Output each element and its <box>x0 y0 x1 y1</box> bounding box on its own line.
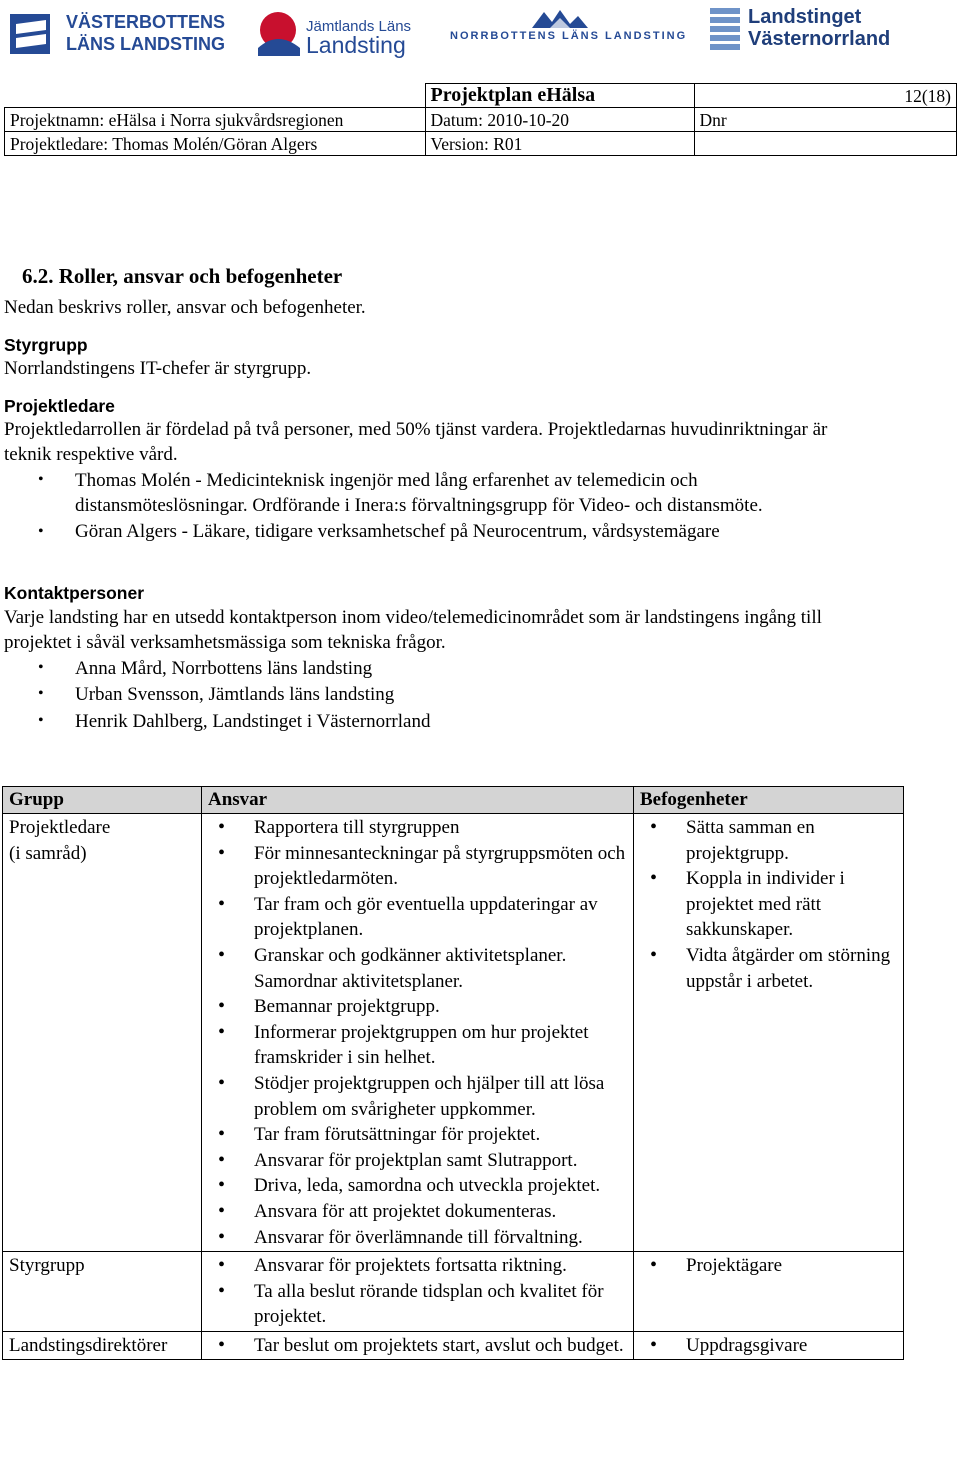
jamtland-emblem-icon <box>256 8 302 58</box>
document-dnr: Dnr <box>694 108 957 132</box>
group-note: (i samråd) <box>9 842 87 864</box>
table-row <box>3 814 904 1252</box>
styrgrupp-heading: Styrgrupp <box>4 335 88 355</box>
section-intro: Nedan beskrivs roller, ansvar och befogenheter. <box>4 297 366 318</box>
list-item: • Sätta samman en projektgrupp. <box>640 815 897 866</box>
projektledare-heading: Projektledare <box>4 396 115 416</box>
list-item: • Projektägare <box>640 1253 897 1279</box>
list-item: • Vidta åtgärder om störning uppstår i arbetet. <box>640 943 897 994</box>
list-item: • För minnesanteckningar på styrgruppsmöten och projektledarmöten. <box>208 841 627 892</box>
cell-grupp <box>3 1252 202 1332</box>
logo-line1: Jämtlands Läns <box>306 18 412 35</box>
group-name: Projektledare <box>9 817 111 838</box>
logo-line1: Landstinget <box>748 6 862 28</box>
cell-befogenheter <box>634 1252 904 1332</box>
list-item: • Ansvarar för projektplan samt Slutrapport. <box>208 1148 627 1174</box>
logo-line1: VÄSTERBOTTENS <box>66 12 226 32</box>
projektledare-bullet-1-line2: distansmöteslösningar. Ordförande i Inera:s förvaltningsgrupp för Video- och distansmöte. <box>75 495 763 516</box>
logo-line2: Västernorrland <box>748 28 891 50</box>
project-leader: Projektledare: Thomas Molén/Göran Algers <box>5 132 426 156</box>
kontaktperson-2: Urban Svensson, Jämtlands läns landsting <box>75 684 395 705</box>
list-item: • Ansvara för att projektet dokumenteras. <box>208 1199 627 1225</box>
list-item: • Tar fram och gör eventuella uppdateringar av projektplanen. <box>208 892 627 943</box>
document-header-table <box>4 83 957 156</box>
kontaktperson-3: Henrik Dahlberg, Landstinget i Västernorrland <box>75 711 431 732</box>
cell-grupp <box>3 1331 202 1360</box>
list-item: • Ansvarar för överlämnande till förvaltning. <box>208 1225 627 1251</box>
list-item: • Informerar projektgruppen om hur projektet framskrider i sin helhet. <box>208 1020 627 1071</box>
projektledare-text-line2: teknik respektive vård. <box>4 444 178 465</box>
vasterbotten-emblem-icon <box>8 10 58 60</box>
column-header-grupp: Grupp <box>3 787 202 814</box>
logo-line2: LÄNS LANDSTING <box>66 34 225 54</box>
projektledare-text-line1: Projektledarrollen är fördelad på två personer, med 50% tjänst vardera. Projektledarnas huvudinriktningar är <box>4 419 828 440</box>
list-item: • Ansvarar för projektets fortsatta riktning. <box>208 1253 627 1279</box>
document-date: Datum: 2010-10-20 <box>425 108 694 132</box>
list-item: • Ta alla beslut rörande tidsplan och kvalitet för projektet. <box>208 1279 627 1330</box>
table-row <box>3 1331 904 1360</box>
bullet-icon: • <box>38 471 44 488</box>
cell-ansvar <box>202 1331 634 1360</box>
bullet-icon: • <box>38 659 44 676</box>
projektledare-bullet-1-line1: Thomas Molén - Medicinteknisk ingenjör med lång erfarenhet av telemedicin och <box>75 470 698 491</box>
table-header-row <box>3 787 904 814</box>
logo-line1: NORRBOTTENS LÄNS LANDSTING <box>450 30 688 42</box>
list-item: • Rapportera till styrgruppen <box>208 815 627 841</box>
logo-line2: Landsting <box>306 32 406 58</box>
document-version: Version: R01 <box>425 132 694 156</box>
logo-jamtlands-lans-landsting <box>256 4 416 60</box>
list-item: • Tar beslut om projektets start, avslut och budget. <box>208 1333 627 1359</box>
bullet-icon: • <box>38 523 44 540</box>
cell-befogenheter <box>634 814 904 1252</box>
cell-befogenheter <box>634 1331 904 1360</box>
logo-landstinget-vasternorrland <box>706 4 906 60</box>
table-row <box>3 1252 904 1332</box>
column-header-ansvar: Ansvar <box>202 787 634 814</box>
list-item: • Tar fram förutsättningar för projektet. <box>208 1122 627 1148</box>
vasternorrland-emblem-icon <box>708 6 742 52</box>
header-empty-cell <box>694 132 957 156</box>
kontaktperson-1: Anna Mård, Norrbottens läns landsting <box>75 658 373 679</box>
list-item: • Koppla in individer i projektet med rätt sakkunskaper. <box>640 866 897 943</box>
group-name: Landstingsdirektörer <box>9 1334 168 1356</box>
styrgrupp-text: Norrlandstingens IT-chefer är styrgrupp. <box>4 358 312 379</box>
logo-vasterbottens-lans-landsting <box>8 4 226 60</box>
cell-grupp <box>3 814 202 1252</box>
document-title: Projektplan eHälsa <box>425 84 694 108</box>
cell-ansvar <box>202 1252 634 1332</box>
list-item: • Uppdragsgivare <box>640 1333 897 1359</box>
cell-ansvar <box>202 814 634 1252</box>
list-item: • Granskar och godkänner aktivitetsplaner. Samordnar aktivitetsplaner. <box>208 943 627 994</box>
logo-norrbottens-lans-landsting <box>448 4 688 60</box>
column-header-befogenheter: Befogenheter <box>634 787 904 814</box>
kontaktpersoner-heading: Kontaktpersoner <box>4 583 145 603</box>
bullet-icon: • <box>38 712 44 729</box>
roles-table <box>2 786 904 1360</box>
kontaktpersoner-text-line1: Varje landsting har en utsedd kontaktperson inom video/telemedicinområdet som är landstingens ingång till <box>4 607 822 628</box>
projektledare-bullet-2: Göran Algers - Läkare, tidigare verksamhetschef på Neurocentrum, vårdsystemägare <box>75 521 720 542</box>
list-item: • Driva, leda, samordna och utveckla projektet. <box>208 1173 627 1199</box>
list-item: • Stödjer projektgruppen och hjälper till att lösa problem om svårigheter uppkommer. <box>208 1071 627 1122</box>
page-number: 12(18) <box>694 84 957 108</box>
kontaktpersoner-text-line2: projektet i såväl verksamhetsmässiga som tekniska frågor. <box>4 632 446 653</box>
project-name: Projektnamn: eHälsa i Norra sjukvårdsregionen <box>5 108 426 132</box>
group-name: Styrgrupp <box>9 1255 85 1277</box>
section-heading: 6.2. Roller, ansvar och befogenheter <box>22 264 343 288</box>
header-empty-cell <box>5 84 426 108</box>
bullet-icon: • <box>38 685 44 702</box>
list-item: • Bemannar projektgrupp. <box>208 994 627 1020</box>
norrbotten-emblem-icon <box>530 8 590 32</box>
